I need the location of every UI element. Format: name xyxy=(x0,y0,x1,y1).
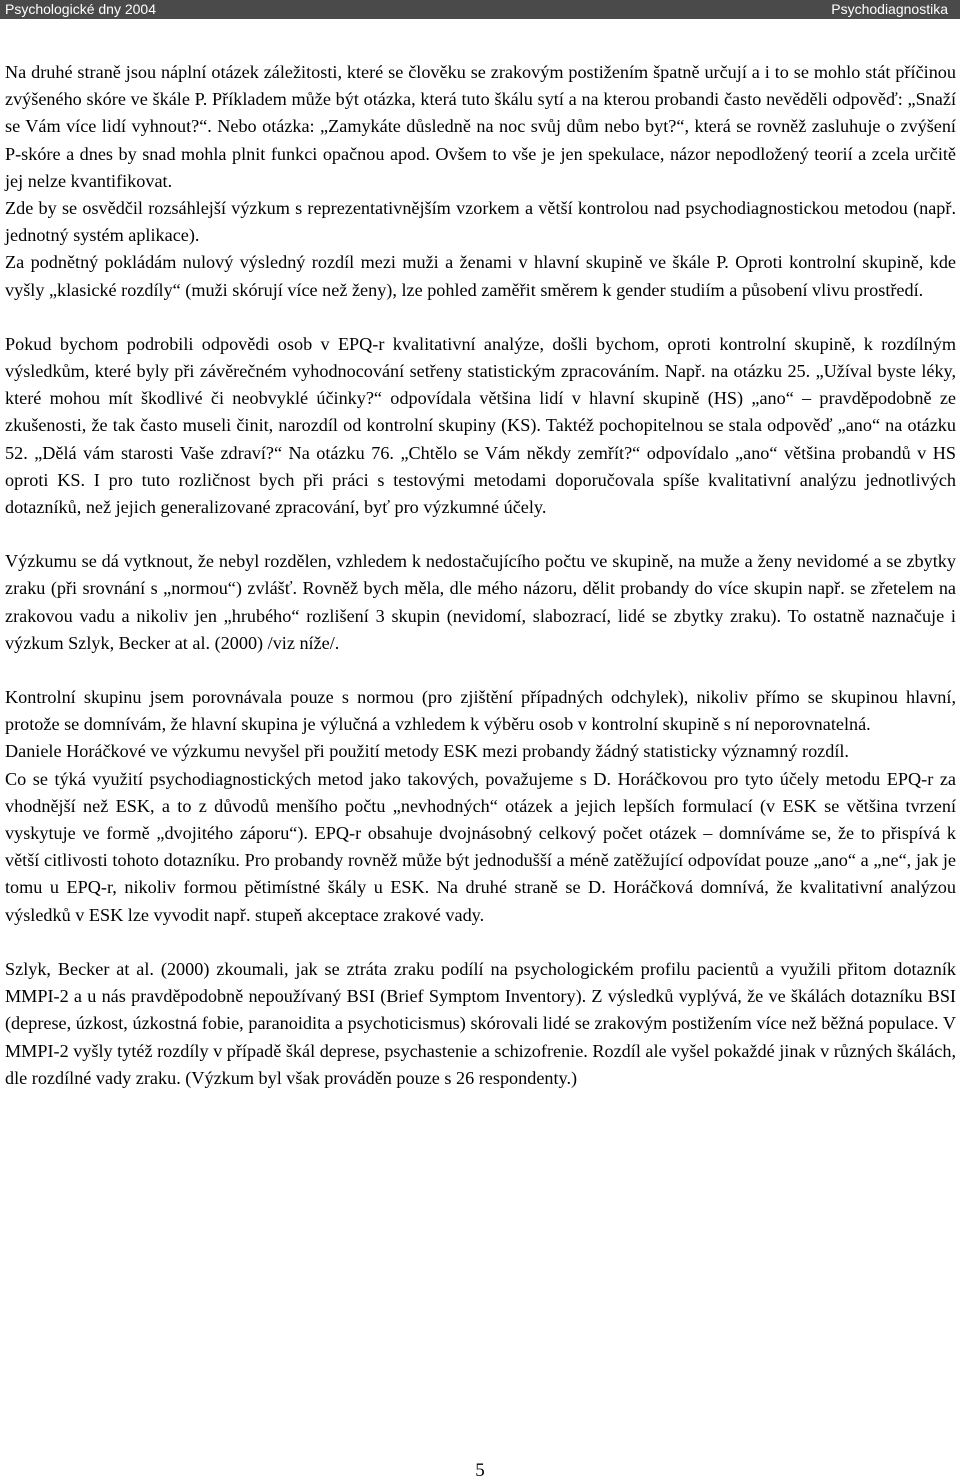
paragraph-gap xyxy=(5,521,956,548)
paragraph-szlyk-becker-study: Szlyk, Becker at al. (2000) zkoumali, jak se ztráta zraku podílí na psychologickém profilu pacientů a využili přitom dotazník MMPI-2 a u nás pravděpodobně nepoužívaný BSI (Brief Symptom Inventory). Z výsledků vyplývá, že ve škálách dotazníku BSI (deprese, úzkost, úzkostná fobie, paranoidita a psychoticismus) skórovali lidé se zrakovým postižením více než běžná populace. V MMPI-2 vyšly tytéž rozdíly v případě škál deprese, psychastenie a schizofrenie. Rozdíl ale vyšel pokaždé jinak v různých škálách, dle rozdílné vady zraku. (Výzkum byl však prováděn pouze s 26 respondenty.) xyxy=(5,958,957,1088)
paragraph-research-limitations: Výzkumu se dá vytknout, že nebyl rozdělen, vzhledem k nedostačujícího počtu ve skupině, na muže a ženy nevidomé a se zbytky zraku (při srovnání s „normou“) zvlášť. Rovněž bych měla, dle mého názoru, dělit probandy do více skupin např. se zřetelem na zrakovou vadu a nikoliv jen „hrubého“ rozlišení 3 skupin (nevidomí, slabozrací, lidé se zbytky zraku). To ostatně naznačuje i výzkum Szlyk, Becker at al. (2000) /viz níže/. xyxy=(5,551,956,653)
paragraph-gap xyxy=(5,304,956,331)
paragraph-broader-research: Zde by se osvědčil rozsáhlejší výzkum s reprezentativnějším vzorkem a větší kontrolou nad psychodiagnostickou metodou (např. jednotný systém aplikace). xyxy=(5,198,956,246)
paragraph-gap xyxy=(5,929,956,956)
paragraph-gender-differences: Za podnětný pokládám nulový výsledný rozdíl mezi muži a ženami v hlavní skupině ve škále P. Oproti kontrolní skupině, kde vyšly „klasické rozdíly“ (muži skórují více než ženy), lze pohled zaměřit směrem k gender studiím a působení vlivu prostředí. xyxy=(5,252,956,300)
header-conference-title: Psychologické dny 2004 xyxy=(5,1,156,17)
header-section-title: Psychodiagnostika xyxy=(831,1,948,17)
paragraph-p-scale-items: Na druhé straně jsou náplní otázek záležitosti, které se člověku se zrakovým postižením špatně určují a i to se mohlo stát příčinou zvýšeného skóre ve škále P. Příkladem může být otázka, která tuto škálu sytí a na kterou probandi často nevěděli odpověď: „Snaží se Vám více lidí vyhnout?“. Nebo otázka: „Zamykáte důsledně na noc svůj dům nebo byt?“, která se rovněž zasluhuje o zvýšení P-skóre a dnes by snad mohla plnit funkci opačnou apod. Ovšem to vše je jen spekulace, názor nepodložený teorií a zcela určitě jej nelze kvantifikovat. xyxy=(5,62,956,191)
paragraph-method-comparison: Co se týká využití psychodiagnostických metod jako takových, považujeme s D. Horáčkovou pro tyto účely metodu EPQ-r za vhodnější než ESK, a to z důvodů menšího počtu „nevhodných“ otázek a jejich lepších formulací (v ESK se většina tvrzení vyskytuje ve formě „dvojitého záporu“). EPQ-r obsahuje dvojnásobný celkový počet otázek – domníváme se, že to přispívá k větší citlivosti tohoto dotazníku. Pro probandy rovněž může být jednodušší a méně zatěžující odpovídat pouze „ano“ a „ne“, jak je tomu u EPQ-r, nikoliv formou pětimístné škály u ESK. Na druhé straně se D. Horáčková domnívá, že kvalitativní analýzou výsledků v ESK lze vyvodit např. stupeň akceptace zrakové vady. xyxy=(5,768,956,925)
paragraph-control-group: Kontrolní skupinu jsem porovnávala pouze s normou (pro zjištění případných odchylek), nikoliv přímo se skupinou hlavní, protože se domnívám, že hlavní skupina je výlučná a vzhledem k výběru osob v kontrolní skupině s ní neporovnatelná. xyxy=(5,687,956,735)
page-number: 5 xyxy=(475,1460,485,1481)
paragraph-horackova-esk: Daniele Horáčkové ve výzkumu nevyšel při použití metody ESK mezi probandy žádný statisticky významný rozdíl. xyxy=(5,741,849,762)
running-header xyxy=(0,0,960,19)
paragraph-qualitative-analysis: Pokud bychom podrobili odpovědi osob v EPQ-r kvalitativní analýze, došli bychom, oproti kontrolní skupině, k rozdílným výsledkům, které byly při závěrečném vyhodnocování setřeny statistickým zpracováním. Např. na otázku 25. „Užíval byste léky, které mohou mít škodlivé či neobvyklé účinky?“ odpovídala většina lidí v hlavní skupině (HS) „ano“ – pravděpodobně ze zkušenosti, že tak často museli činit, narozdíl od kontrolní skupiny (KS). Taktéž pochopitelnou se stala odpověď „ano“ na otázku 52. „Dělá vám starosti Vaše zdraví?“ Na otázku 76. „Chtělo se Vám někdy zemřít?“ odpovídalo „ano“ většina probandů v HS oproti KS. I pro tuto rozličnost bych při práci s testovými metodami doporučovala spíše kvalitativní analýzu jednotlivých dotazníků, než jejich generalizované zpracování, byť pro výzkumné účely. xyxy=(5,333,956,518)
page-body xyxy=(5,59,956,1092)
paragraph-gap xyxy=(5,657,956,684)
